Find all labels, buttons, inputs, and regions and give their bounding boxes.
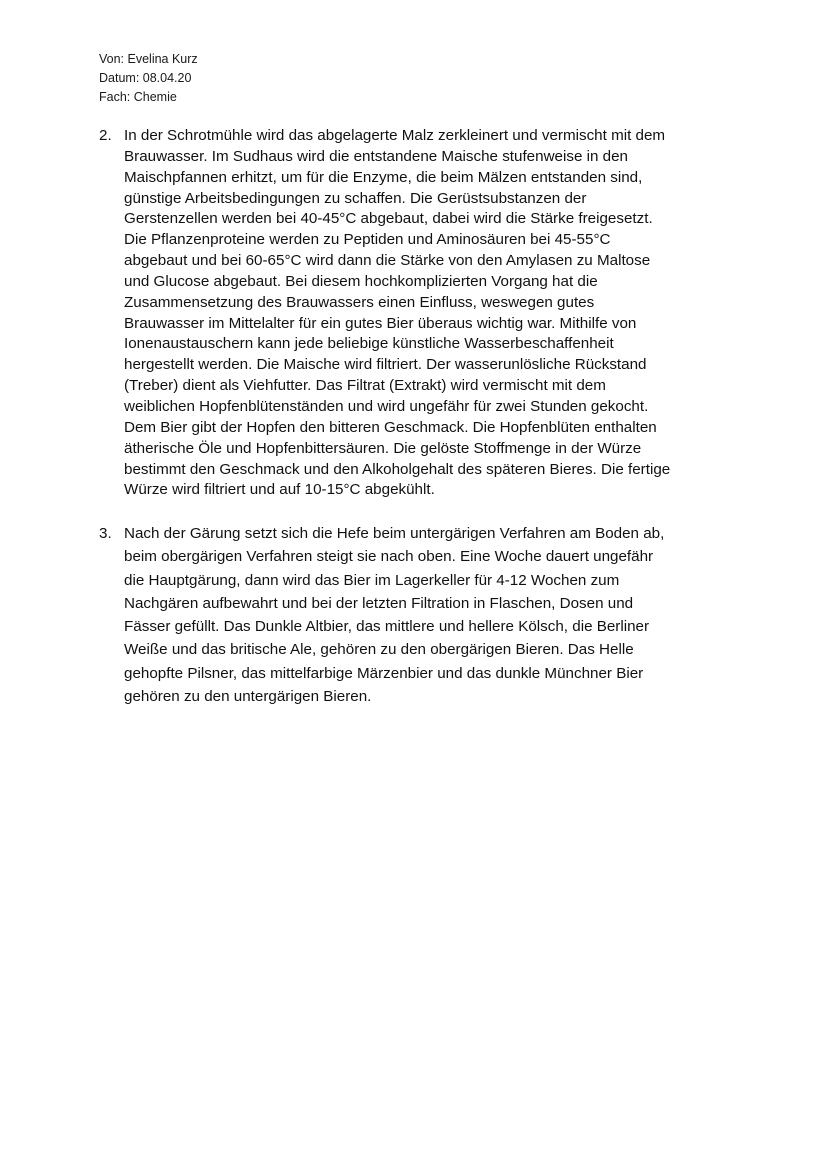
text-line: Würze wird filtriert und auf 10-15°C abgekühlt. bbox=[124, 481, 435, 499]
text-line: gehören zu den untergärigen Bieren. bbox=[124, 688, 372, 706]
text-line: die Hauptgärung, dann wird das Bier im Lagerkeller für 4-12 Wochen zum bbox=[124, 571, 620, 589]
author-line: Von: Evelina Kurz bbox=[99, 52, 198, 66]
list-item-3 bbox=[99, 522, 739, 708]
text-line: und Glucose abgebaut. Bei diesem hochkomplizierten Vorgang hat die bbox=[124, 272, 598, 290]
list-number: 2. bbox=[99, 127, 112, 144]
text-line: hergestellt werden. Die Maische wird filtriert. Der wasserunlösliche Rückstand bbox=[124, 356, 647, 374]
text-line: gehopfte Pilsner, das mittelfarbige Märzenbier und das dunkle Münchner Bier bbox=[124, 664, 644, 682]
text-line: Brauwasser. Im Sudhaus wird die entstandene Maische stufenweise in den bbox=[124, 147, 629, 165]
list-item-2 bbox=[99, 126, 739, 501]
text-line: (Treber) dient als Viehfutter. Das Filtrat (Extrakt) wird vermischt mit dem bbox=[124, 377, 606, 395]
text-line: Fässer gefüllt. Das Dunkle Altbier, das mittlere und hellere Kölsch, die Berliner bbox=[124, 618, 650, 636]
text-line: Zusammensetzung des Brauwassers einen Einfluss, weswegen gutes bbox=[124, 293, 595, 311]
paragraph-text bbox=[124, 522, 739, 708]
paragraph-text bbox=[124, 126, 739, 501]
text-line: bestimmt den Geschmack und den Alkoholgehalt des späteren Bieres. Die fertige bbox=[124, 460, 671, 478]
text-line: In der Schrotmühle wird das abgelagerte Malz zerkleinert und vermischt mit dem bbox=[124, 127, 666, 144]
date-line: Datum: 08.04.20 bbox=[99, 71, 192, 85]
text-line: Die Pflanzenproteine werden zu Peptiden und Aminosäuren bei 45-55°C bbox=[124, 231, 611, 249]
list-number: 3. bbox=[99, 525, 112, 542]
text-line: Weiße und das britische Ale, gehören zu den obergärigen Bieren. Das Helle bbox=[124, 641, 634, 659]
text-line: Brauwasser im Mittelalter für ein gutes Bier überaus wichtig war. Mithilfe von bbox=[124, 314, 637, 332]
subject-line: Fach: Chemie bbox=[99, 90, 177, 104]
text-line: weiblichen Hopfenblütenständen und wird ungefähr für zwei Stunden gekocht. bbox=[124, 397, 649, 415]
text-line: Maischpfannen erhitzt, um für die Enzyme, die beim Mälzen entstanden sind, bbox=[124, 168, 643, 186]
text-line: abgebaut und bei 60-65°C wird dann die Stärke von den Amylasen zu Maltose bbox=[124, 252, 651, 270]
text-line: beim obergärigen Verfahren steigt sie nach oben. Eine Woche dauert ungefähr bbox=[124, 548, 654, 566]
text-line: Ionenaustauschern kann jede beliebige künstliche Wasserbeschaffenheit bbox=[124, 335, 614, 353]
text-line: Nach der Gärung setzt sich die Hefe beim untergärigen Verfahren am Boden ab, bbox=[124, 525, 665, 542]
text-line: ätherische Öle und Hopfenbittersäuren. Die gelöste Stoffmenge in der Würze bbox=[124, 439, 642, 457]
text-line: günstige Arbeitsbedingungen zu schaffen. Die Gerüstsubstanzen der bbox=[124, 189, 587, 207]
text-line: Nachgären aufbewahrt und bei der letzten Filtration in Flaschen, Dosen und bbox=[124, 594, 634, 612]
text-line: Gerstenzellen werden bei 40-45°C abgebaut, dabei wird die Stärke freigesetzt. bbox=[124, 210, 653, 228]
text-line: Dem Bier gibt der Hopfen den bitteren Geschmack. Die Hopfenblüten enthalten bbox=[124, 418, 657, 436]
document-header bbox=[99, 50, 198, 107]
